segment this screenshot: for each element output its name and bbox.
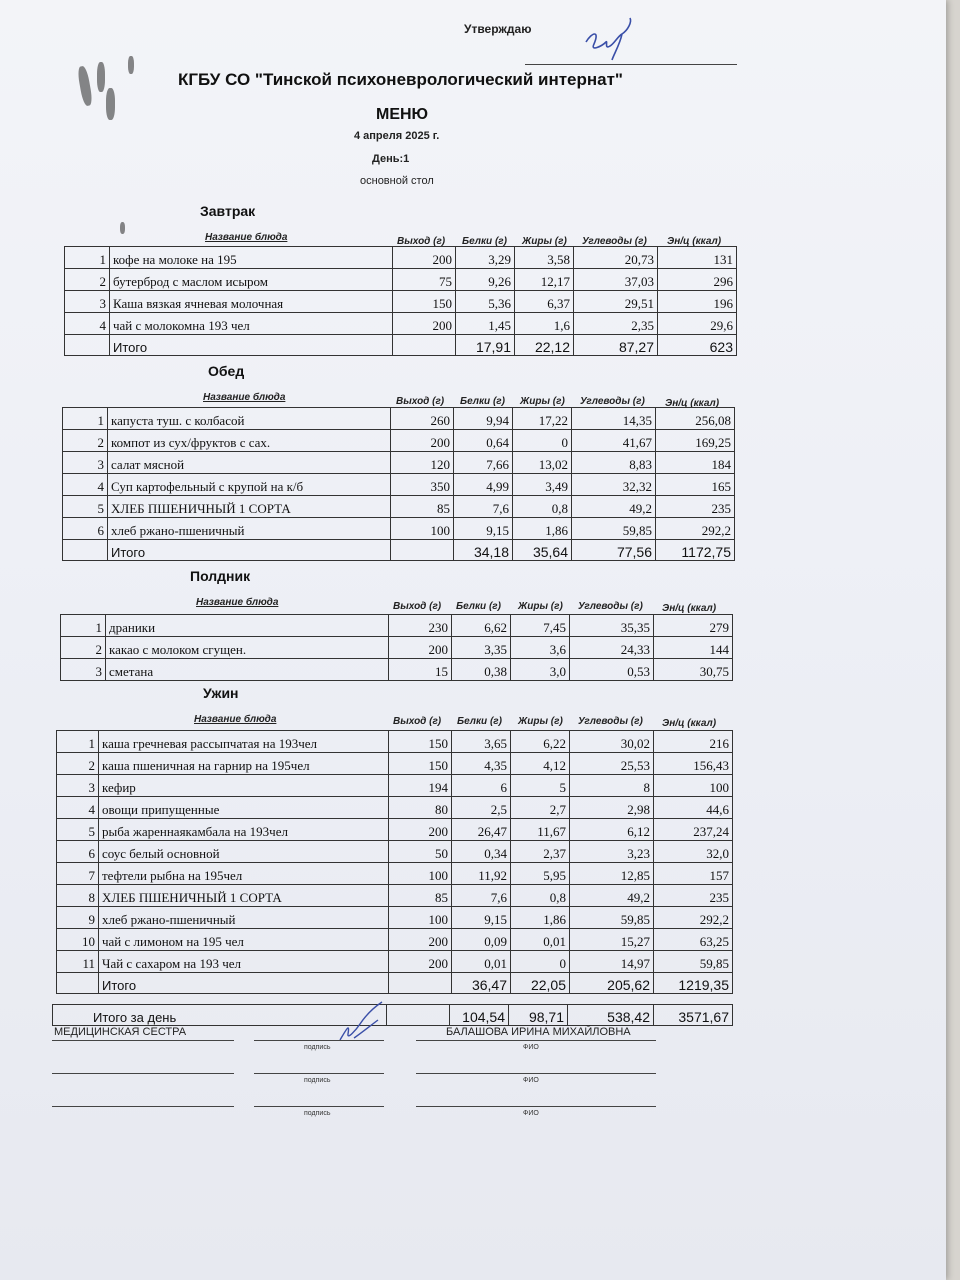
col-name-header: Название блюда xyxy=(205,232,288,243)
dish-carbs: 30,02 xyxy=(570,731,654,753)
row-number: 2 xyxy=(63,430,108,452)
sign-line xyxy=(416,1040,656,1041)
dish-energy: 165 xyxy=(656,474,735,496)
dish-carbs: 0,53 xyxy=(570,659,654,681)
dish-carbs: 35,35 xyxy=(570,615,654,637)
dish-fat: 3,6 xyxy=(511,637,570,659)
dish-protein: 26,47 xyxy=(452,819,511,841)
total-output xyxy=(393,335,456,356)
row-number: 5 xyxy=(57,819,99,841)
total-protein: 17,91 xyxy=(456,335,515,356)
dish-protein: 9,15 xyxy=(452,907,511,929)
day-total-row xyxy=(53,1005,733,1026)
total-label: Итого xyxy=(110,335,393,356)
dish-energy: 63,25 xyxy=(654,929,733,951)
col-output-header: Выход (г) xyxy=(393,601,442,612)
dish-output: 75 xyxy=(393,269,456,291)
dinner-table xyxy=(56,730,733,994)
col-carbs-header: Углеводы (г) xyxy=(582,236,647,247)
total-energy: 623 xyxy=(658,335,737,356)
col-output-header: Выход (г) xyxy=(397,236,446,247)
dish-energy: 44,6 xyxy=(654,797,733,819)
dish-output: 150 xyxy=(389,753,452,775)
dish-name: рыба жареннаякамбала на 193чел xyxy=(99,819,389,841)
dish-output: 120 xyxy=(391,452,454,474)
dish-energy: 235 xyxy=(656,496,735,518)
dish-carbs: 37,03 xyxy=(574,269,658,291)
day-total-label: Итого за день xyxy=(53,1005,387,1026)
dish-name: сметана xyxy=(106,659,389,681)
dish-fat: 0,8 xyxy=(511,885,570,907)
dish-carbs: 41,67 xyxy=(572,430,656,452)
row-number: 4 xyxy=(57,797,99,819)
dish-carbs: 59,85 xyxy=(570,907,654,929)
dish-energy: 131 xyxy=(658,247,737,269)
dish-fat: 1,86 xyxy=(511,907,570,929)
total-energy: 1219,35 xyxy=(654,973,733,994)
approve-line xyxy=(525,64,737,65)
dish-name: хлеб ржано-пшеничный xyxy=(108,518,391,540)
col-name-header: Название блюда xyxy=(203,392,286,403)
sign-caption: подпись xyxy=(304,1077,331,1084)
dish-fat: 5,95 xyxy=(511,863,570,885)
approve-label: Утверждаю xyxy=(464,22,532,36)
col-output-header: Выход (г) xyxy=(396,396,445,407)
nurse-signature xyxy=(330,1000,390,1044)
total-row xyxy=(65,335,737,356)
menu-date: 4 апреля 2025 г. xyxy=(354,130,440,142)
approval-signature xyxy=(578,14,642,62)
dish-name: драники xyxy=(106,615,389,637)
dish-output: 150 xyxy=(393,291,456,313)
col-energy-header: Эн/ц (ккал) xyxy=(667,236,722,247)
nurse-label: МЕДИЦИНСКАЯ СЕСТРА xyxy=(54,1026,187,1038)
row-number: 5 xyxy=(63,496,108,518)
total-spacer xyxy=(63,540,108,561)
fio-caption: ФИО xyxy=(523,1077,539,1084)
ink-smudge xyxy=(106,88,115,120)
dish-energy: 100 xyxy=(654,775,733,797)
dish-protein: 5,36 xyxy=(456,291,515,313)
row-number: 1 xyxy=(57,731,99,753)
dish-name: салат мясной xyxy=(108,452,391,474)
dish-output: 100 xyxy=(389,907,452,929)
dish-energy: 156,43 xyxy=(654,753,733,775)
row-number: 2 xyxy=(65,269,110,291)
table-row xyxy=(65,269,737,291)
dish-fat: 13,02 xyxy=(513,452,572,474)
sign-line xyxy=(52,1106,234,1107)
dish-name: кефир xyxy=(99,775,389,797)
dish-protein: 1,45 xyxy=(456,313,515,335)
dish-protein: 0,09 xyxy=(452,929,511,951)
table-row xyxy=(63,518,735,540)
col-fat-header: Жиры (г) xyxy=(518,716,563,727)
dish-name: ХЛЕБ ПШЕНИЧНЫЙ 1 СОРТА xyxy=(108,496,391,518)
dish-fat: 1,86 xyxy=(513,518,572,540)
table-row xyxy=(63,430,735,452)
row-number: 4 xyxy=(65,313,110,335)
ink-smudge xyxy=(128,56,134,74)
dish-carbs: 2,98 xyxy=(570,797,654,819)
dish-fat: 17,22 xyxy=(513,408,572,430)
dish-carbs: 14,97 xyxy=(570,951,654,973)
dish-name: ХЛЕБ ПШЕНИЧНЫЙ 1 СОРТА xyxy=(99,885,389,907)
dish-fat: 6,22 xyxy=(511,731,570,753)
dish-energy: 59,85 xyxy=(654,951,733,973)
table-row xyxy=(57,863,733,885)
row-number: 4 xyxy=(63,474,108,496)
dish-protein: 0,38 xyxy=(452,659,511,681)
col-fat-header: Жиры (г) xyxy=(520,396,565,407)
dish-protein: 0,64 xyxy=(454,430,513,452)
row-number: 1 xyxy=(65,247,110,269)
table-row xyxy=(63,408,735,430)
dish-energy: 144 xyxy=(654,637,733,659)
dish-protein: 7,66 xyxy=(454,452,513,474)
sign-caption: подпись xyxy=(304,1110,331,1117)
dish-fat: 11,67 xyxy=(511,819,570,841)
dish-energy: 237,24 xyxy=(654,819,733,841)
dish-name: соус белый основной xyxy=(99,841,389,863)
sign-line xyxy=(52,1073,234,1074)
total-protein: 34,18 xyxy=(454,540,513,561)
dish-fat: 3,49 xyxy=(513,474,572,496)
dish-output: 85 xyxy=(391,496,454,518)
total-row xyxy=(63,540,735,561)
day-total-energy: 3571,67 xyxy=(654,1005,733,1026)
dish-name: Чай с сахаром на 193 чел xyxy=(99,951,389,973)
day-total-carbs: 538,42 xyxy=(568,1005,654,1026)
lunch-table xyxy=(62,407,735,561)
sign-line xyxy=(254,1040,384,1041)
row-number: 10 xyxy=(57,929,99,951)
dish-fat: 3,0 xyxy=(511,659,570,681)
dish-protein: 11,92 xyxy=(452,863,511,885)
menu-day: День:1 xyxy=(372,153,410,165)
table-row xyxy=(61,615,733,637)
row-number: 1 xyxy=(61,615,106,637)
dish-fat: 6,37 xyxy=(515,291,574,313)
dish-name: Каша вязкая ячневая молочная xyxy=(110,291,393,313)
dish-carbs: 49,2 xyxy=(572,496,656,518)
dish-protein: 6 xyxy=(452,775,511,797)
table-row xyxy=(57,753,733,775)
total-row xyxy=(57,973,733,994)
dinner-title: Ужин xyxy=(203,685,239,701)
total-protein: 36,47 xyxy=(452,973,511,994)
dish-output: 80 xyxy=(389,797,452,819)
col-protein-header: Белки (г) xyxy=(456,601,501,612)
dish-name: тефтели рыбна на 195чел xyxy=(99,863,389,885)
dish-fat: 5 xyxy=(511,775,570,797)
dish-fat: 2,7 xyxy=(511,797,570,819)
dish-carbs: 2,35 xyxy=(574,313,658,335)
dish-fat: 0 xyxy=(511,951,570,973)
fio-caption: ФИО xyxy=(523,1110,539,1117)
table-row xyxy=(65,247,737,269)
dish-carbs: 15,27 xyxy=(570,929,654,951)
sign-line xyxy=(52,1040,234,1041)
col-protein-header: Белки (г) xyxy=(462,236,507,247)
table-row xyxy=(65,313,737,335)
breakfast-title: Завтрак xyxy=(200,203,256,219)
dish-energy: 296 xyxy=(658,269,737,291)
dish-energy: 29,6 xyxy=(658,313,737,335)
dish-output: 85 xyxy=(389,885,452,907)
dish-name: каша пшеничная на гарнир на 195чел xyxy=(99,753,389,775)
dish-name: кофе на молоке на 195 xyxy=(110,247,393,269)
dish-energy: 184 xyxy=(656,452,735,474)
dish-energy: 216 xyxy=(654,731,733,753)
row-number: 3 xyxy=(65,291,110,313)
day-total-table xyxy=(52,1004,733,1026)
dish-output: 194 xyxy=(389,775,452,797)
dish-name: чай с молокомна 193 чел xyxy=(110,313,393,335)
total-carbs: 87,27 xyxy=(574,335,658,356)
table-row xyxy=(57,797,733,819)
dish-energy: 292,2 xyxy=(654,907,733,929)
dish-carbs: 59,85 xyxy=(572,518,656,540)
day-total-fat: 98,71 xyxy=(509,1005,568,1026)
dish-output: 150 xyxy=(389,731,452,753)
table-row xyxy=(57,819,733,841)
snack-table xyxy=(60,614,733,681)
row-number: 3 xyxy=(63,452,108,474)
col-fat-header: Жиры (г) xyxy=(518,601,563,612)
row-number: 6 xyxy=(57,841,99,863)
total-spacer xyxy=(57,973,99,994)
row-number: 11 xyxy=(57,951,99,973)
lunch-title: Обед xyxy=(208,363,245,379)
dish-output: 200 xyxy=(391,430,454,452)
sign-line xyxy=(416,1073,656,1074)
total-fat: 22,05 xyxy=(511,973,570,994)
dish-energy: 196 xyxy=(658,291,737,313)
dish-fat: 0 xyxy=(513,430,572,452)
dish-output: 200 xyxy=(393,313,456,335)
dish-name: компот из сух/фруктов с сах. xyxy=(108,430,391,452)
table-row xyxy=(63,452,735,474)
dish-output: 200 xyxy=(389,929,452,951)
dish-fat: 7,45 xyxy=(511,615,570,637)
row-number: 8 xyxy=(57,885,99,907)
total-fat: 22,12 xyxy=(515,335,574,356)
total-carbs: 77,56 xyxy=(572,540,656,561)
dish-fat: 1,6 xyxy=(515,313,574,335)
dish-protein: 9,15 xyxy=(454,518,513,540)
row-number: 2 xyxy=(57,753,99,775)
table-row xyxy=(57,885,733,907)
sign-line xyxy=(254,1106,384,1107)
dish-protein: 9,26 xyxy=(456,269,515,291)
dish-name: капуста туш. с колбасой xyxy=(108,408,391,430)
dish-name: какао с молоком сгущен. xyxy=(106,637,389,659)
dish-carbs: 12,85 xyxy=(570,863,654,885)
dish-output: 15 xyxy=(389,659,452,681)
sign-line xyxy=(416,1106,656,1107)
row-number: 3 xyxy=(61,659,106,681)
total-spacer xyxy=(65,335,110,356)
col-carbs-header: Углеводы (г) xyxy=(578,601,643,612)
total-label: Итого xyxy=(108,540,391,561)
dish-fat: 0,8 xyxy=(513,496,572,518)
ink-smudge xyxy=(77,65,94,106)
dish-protein: 4,99 xyxy=(454,474,513,496)
dish-protein: 3,65 xyxy=(452,731,511,753)
dish-output: 260 xyxy=(391,408,454,430)
dish-protein: 3,35 xyxy=(452,637,511,659)
dish-energy: 235 xyxy=(654,885,733,907)
dish-output: 230 xyxy=(389,615,452,637)
total-energy: 1172,75 xyxy=(656,540,735,561)
row-number: 3 xyxy=(57,775,99,797)
dish-output: 100 xyxy=(389,863,452,885)
col-carbs-header: Углеводы (г) xyxy=(580,396,645,407)
table-row xyxy=(57,951,733,973)
dish-output: 200 xyxy=(389,951,452,973)
table-row xyxy=(63,496,735,518)
fio-caption: ФИО xyxy=(523,1044,539,1051)
dish-fat: 4,12 xyxy=(511,753,570,775)
total-fat: 35,64 xyxy=(513,540,572,561)
col-energy-header: Эн/ц (ккал) xyxy=(665,398,720,409)
dish-output: 100 xyxy=(391,518,454,540)
day-total-protein: 104,54 xyxy=(450,1005,509,1026)
col-carbs-header: Углеводы (г) xyxy=(578,716,643,727)
org-title: КГБУ СО "Тинской психоневрологический интернат" xyxy=(178,70,623,89)
row-number: 1 xyxy=(63,408,108,430)
table-row xyxy=(57,731,733,753)
total-carbs: 205,62 xyxy=(570,973,654,994)
col-output-header: Выход (г) xyxy=(393,716,442,727)
dish-fat: 12,17 xyxy=(515,269,574,291)
dish-fat: 0,01 xyxy=(511,929,570,951)
sign-caption: подпись xyxy=(304,1044,331,1051)
dish-carbs: 8,83 xyxy=(572,452,656,474)
dish-energy: 292,2 xyxy=(656,518,735,540)
dish-carbs: 20,73 xyxy=(574,247,658,269)
dish-carbs: 24,33 xyxy=(570,637,654,659)
dish-protein: 0,34 xyxy=(452,841,511,863)
col-energy-header: Эн/ц (ккал) xyxy=(662,718,717,729)
dish-name: хлеб ржано-пшеничный xyxy=(99,907,389,929)
dish-carbs: 6,12 xyxy=(570,819,654,841)
dish-output: 200 xyxy=(389,819,452,841)
dish-energy: 279 xyxy=(654,615,733,637)
dish-name: каша гречневая рассыпчатая на 193чел xyxy=(99,731,389,753)
row-number: 7 xyxy=(57,863,99,885)
row-number: 2 xyxy=(61,637,106,659)
dish-name: бутерброд с маслом исыром xyxy=(110,269,393,291)
dish-energy: 157 xyxy=(654,863,733,885)
ink-smudge xyxy=(97,62,105,92)
dish-protein: 0,01 xyxy=(452,951,511,973)
table-row xyxy=(57,907,733,929)
dish-protein: 7,6 xyxy=(454,496,513,518)
col-energy-header: Эн/ц (ккал) xyxy=(662,603,717,614)
total-output xyxy=(389,973,452,994)
ink-smudge xyxy=(120,222,125,234)
table-row xyxy=(65,291,737,313)
col-protein-header: Белки (г) xyxy=(457,716,502,727)
table-row xyxy=(61,637,733,659)
dish-name: овощи припущенные xyxy=(99,797,389,819)
total-label: Итого xyxy=(99,973,389,994)
dish-carbs: 49,2 xyxy=(570,885,654,907)
col-name-header: Название блюда xyxy=(196,597,279,608)
dish-name: Суп картофельный с крупой на к/б xyxy=(108,474,391,496)
table-row xyxy=(63,474,735,496)
snack-title: Полдник xyxy=(190,568,251,584)
dish-energy: 32,0 xyxy=(654,841,733,863)
dish-fat: 3,58 xyxy=(515,247,574,269)
dish-carbs: 29,51 xyxy=(574,291,658,313)
dish-output: 200 xyxy=(393,247,456,269)
dish-protein: 7,6 xyxy=(452,885,511,907)
nurse-name: БАЛАШОВА ИРИНА МИХАЙЛОВНА xyxy=(446,1026,631,1038)
col-fat-header: Жиры (г) xyxy=(522,236,567,247)
dish-protein: 2,5 xyxy=(452,797,511,819)
menu-title: МЕНЮ xyxy=(376,106,429,123)
dish-output: 200 xyxy=(389,637,452,659)
dish-carbs: 25,53 xyxy=(570,753,654,775)
dish-carbs: 14,35 xyxy=(572,408,656,430)
table-row xyxy=(57,929,733,951)
table-row xyxy=(61,659,733,681)
dish-output: 50 xyxy=(389,841,452,863)
dish-protein: 4,35 xyxy=(452,753,511,775)
col-protein-header: Белки (г) xyxy=(460,396,505,407)
dish-carbs: 32,32 xyxy=(572,474,656,496)
dish-protein: 3,29 xyxy=(456,247,515,269)
row-number: 9 xyxy=(57,907,99,929)
dish-energy: 30,75 xyxy=(654,659,733,681)
row-number: 6 xyxy=(63,518,108,540)
dish-carbs: 8 xyxy=(570,775,654,797)
day-total-output xyxy=(387,1005,450,1026)
dish-energy: 169,25 xyxy=(656,430,735,452)
table-row xyxy=(57,775,733,797)
breakfast-table xyxy=(64,246,737,356)
total-output xyxy=(391,540,454,561)
dish-protein: 6,62 xyxy=(452,615,511,637)
table-kind: основной стол xyxy=(360,175,434,187)
dish-fat: 2,37 xyxy=(511,841,570,863)
dish-output: 350 xyxy=(391,474,454,496)
dish-carbs: 3,23 xyxy=(570,841,654,863)
table-row xyxy=(57,841,733,863)
dish-name: чай с лимоном на 195 чел xyxy=(99,929,389,951)
dish-energy: 256,08 xyxy=(656,408,735,430)
col-name-header: Название блюда xyxy=(194,714,277,725)
sign-line xyxy=(254,1073,384,1074)
dish-protein: 9,94 xyxy=(454,408,513,430)
